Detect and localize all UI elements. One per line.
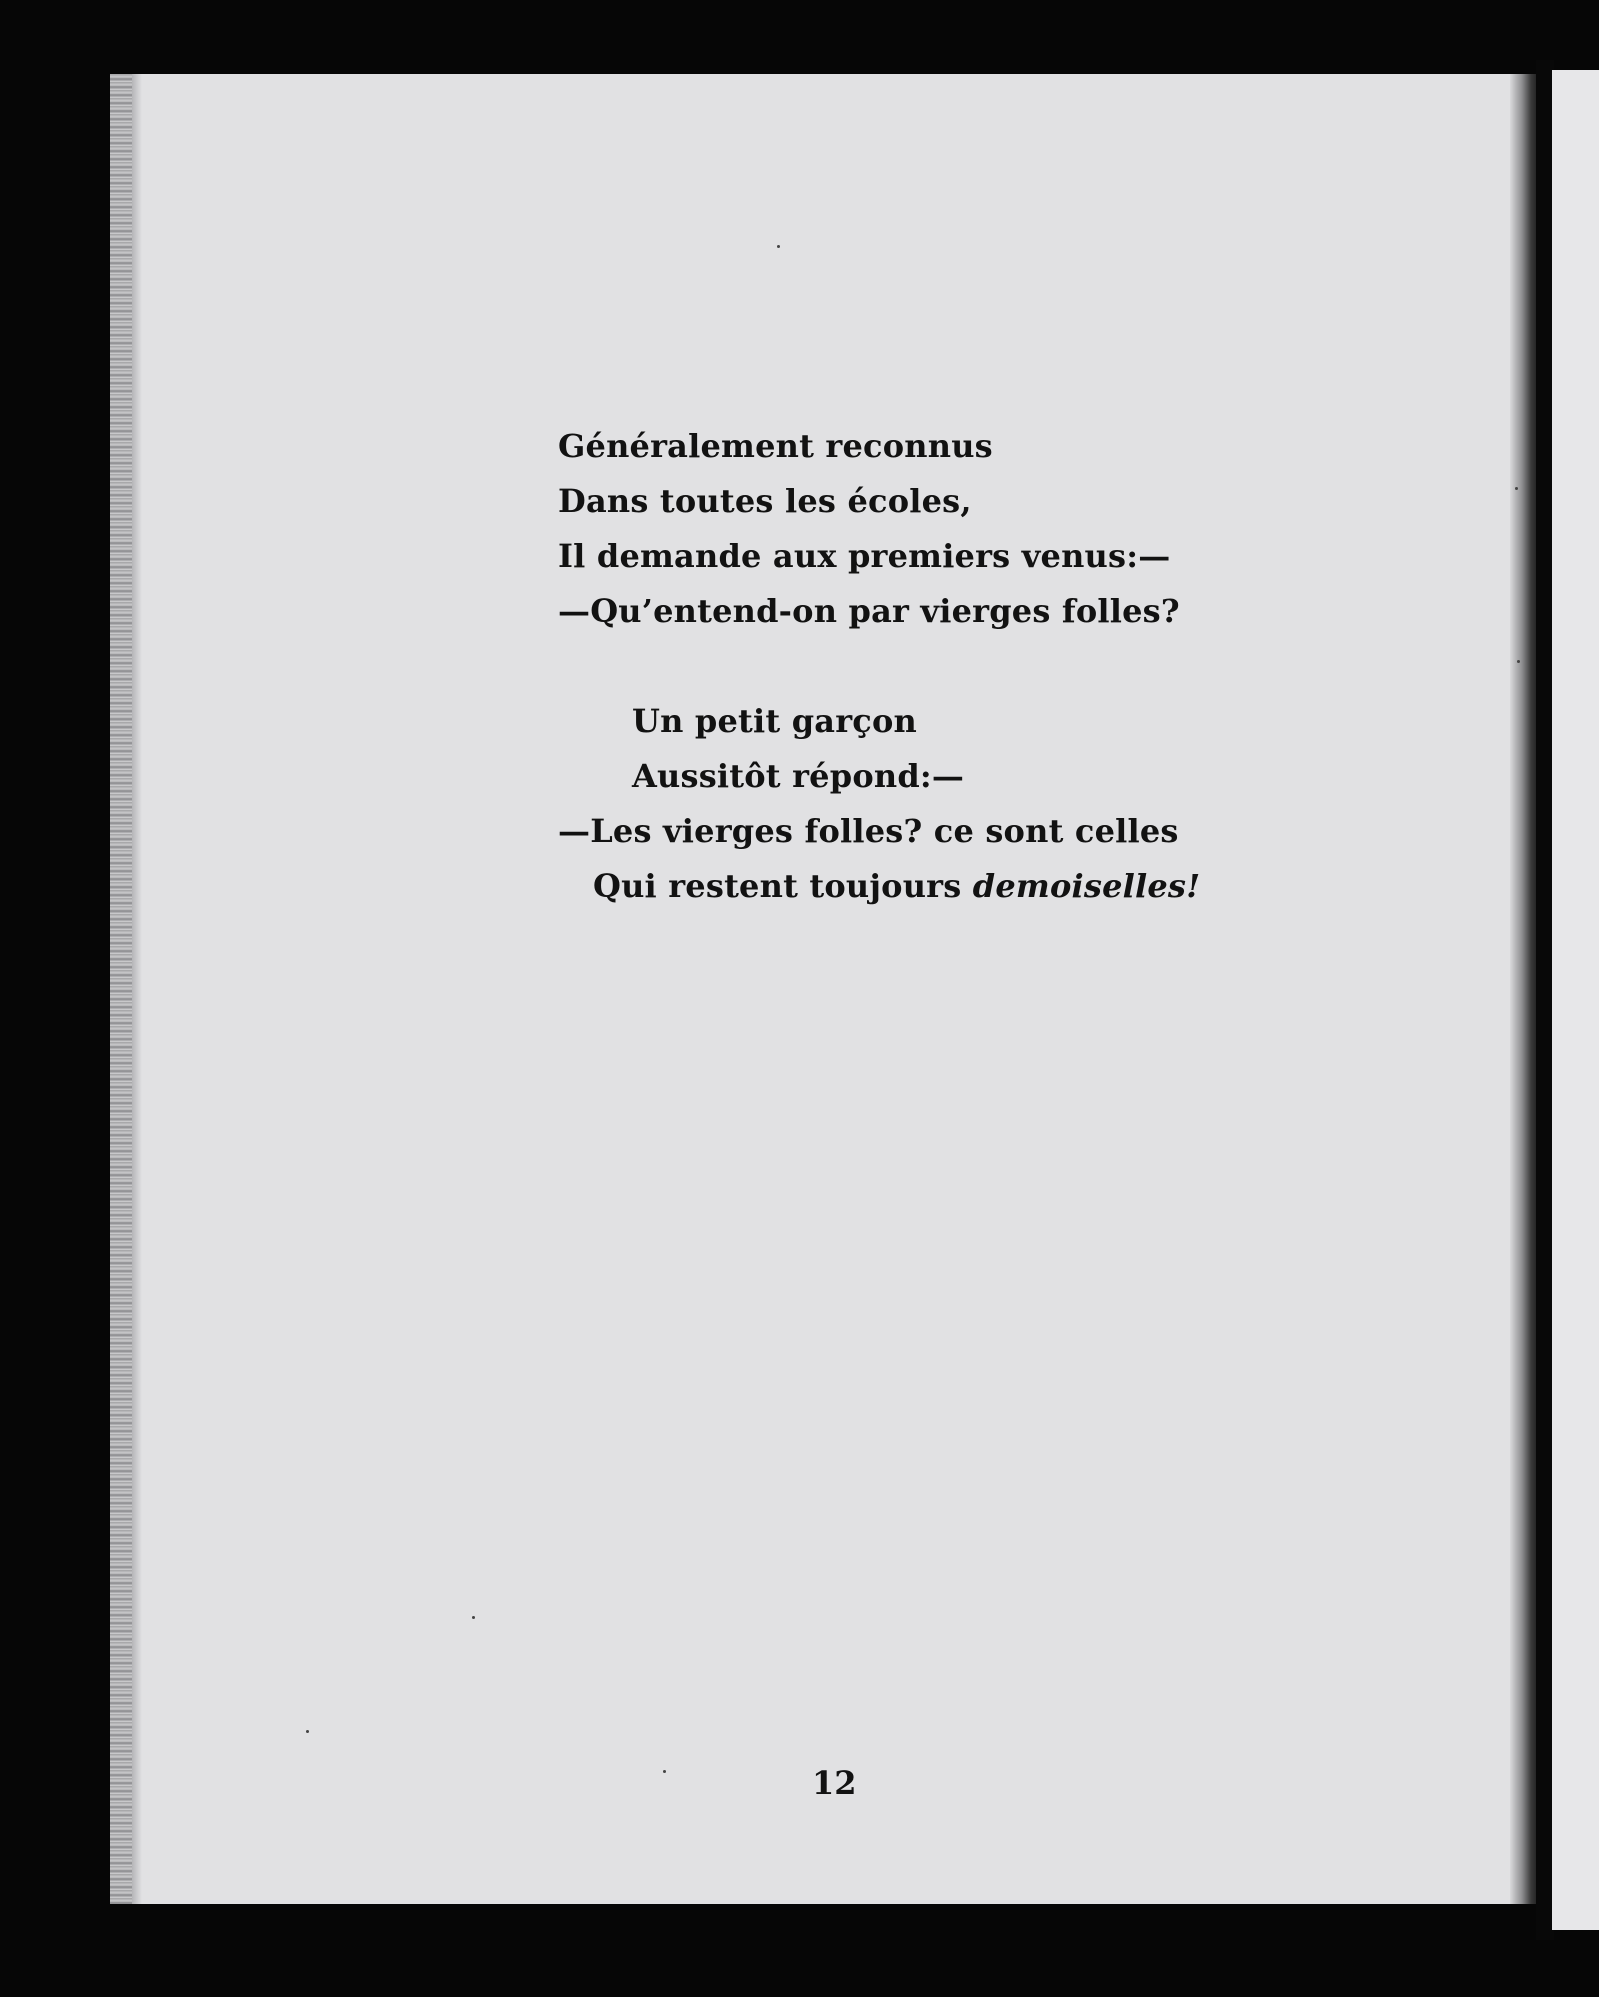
poem-line [593,867,1201,905]
page-number: 12 [812,1764,857,1802]
poem-line: Un petit garçon [632,702,917,740]
binding-shadow [132,74,142,1904]
poem-line: Aussitôt répond:— [632,757,965,795]
paper-speck [1515,487,1518,490]
page-binding-edge [110,74,132,1904]
emphasized-word: demoiselles! [972,867,1201,905]
paper-speck [472,1616,475,1619]
book-page [110,74,1540,1904]
paper-speck [777,245,780,248]
paper-speck [1517,660,1520,663]
paper-speck [663,1770,666,1773]
poem-line: Il demande aux premiers venus:— [558,537,1171,575]
paper-speck [306,1730,309,1733]
facing-page-strip [1552,70,1599,1930]
poem-line: Dans toutes les écoles, [558,482,972,520]
poem-line-text: Qui restent toujours [593,867,973,905]
poem-line: Généralement reconnus [558,427,993,465]
poem-line: —Les vierges folles? ce sont celles [558,812,1179,850]
poem-line: —Qu’entend-on par vierges folles? [558,592,1180,630]
